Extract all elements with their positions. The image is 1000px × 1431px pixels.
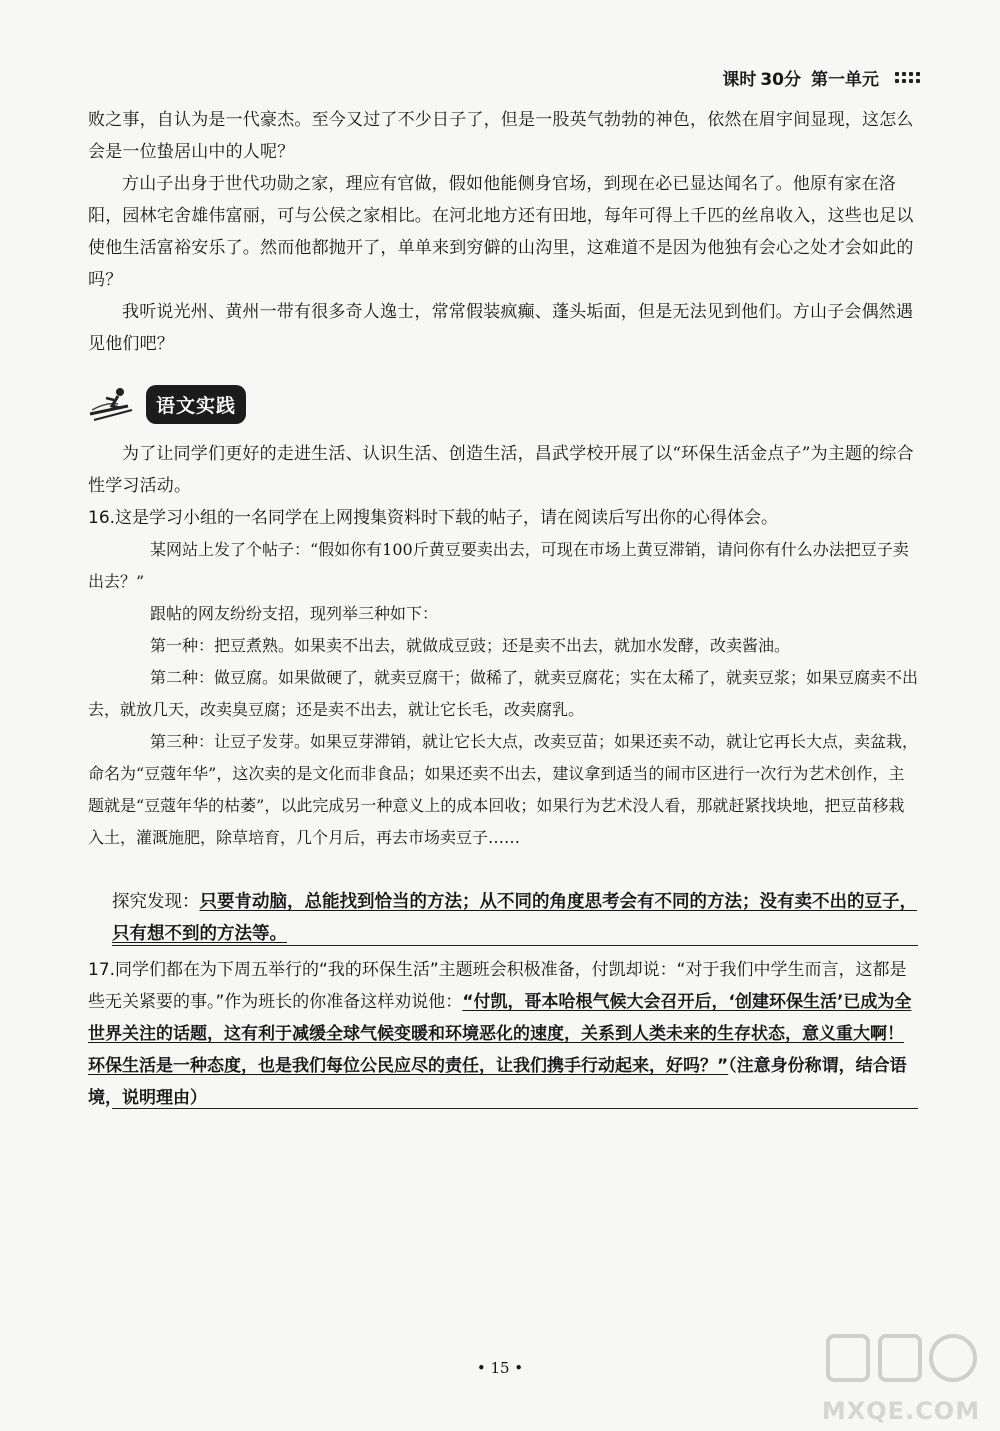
watermark-text: MXQE.COM <box>821 1397 981 1425</box>
section-heading <box>88 382 246 426</box>
intro-paragraph: 为了让同学们更好的走进生活、认识生活、创造生活，昌武学校开展了以“环保生活金点子”为主题的综合性学习活动。 <box>88 444 914 496</box>
answer-line <box>112 945 918 946</box>
question-17 <box>88 954 918 1114</box>
question-16: 16.这是学习小组的一名同学在上网搜集资料时下载的帖子，请在阅读后写出你的心得体会。 <box>88 508 779 528</box>
method-1: 第一种：把豆煮熟。如果卖不出去，就做成豆豉；还是卖不出去，就加水发酵，改卖酱油。 <box>150 636 791 655</box>
section-title: 语文实践 <box>146 385 246 424</box>
method-2: 第二种：做豆腐。如果做硬了，就卖豆腐干；做稀了，就卖豆腐花；实在太稀了，就卖豆浆；如果豆腐卖不出去，就放几天，改卖臭豆腐；还是卖不出去，就让它长毛，改卖腐乳。 <box>88 668 919 719</box>
q17-stem: 17.同学们都在为下周五举行的“我的环保生活”主题班会积极准备，付凯却说：“对于我们中学生而言，这都是些无关紧要的事。”作为班长的你准备这样劝说他： <box>88 960 907 1012</box>
paragraph-1: 败之事，自认为是一代豪杰。至今又过了不少日子了，但是一股英气勃勃的神色，依然在眉宇间显现，这怎么会是一位蛰居山中的人呢？ <box>88 110 914 162</box>
answer-text: 只要肯动脑，总能找到恰当的方法；从不同的角度思考会有不同的方法；没有卖不出的豆子，只有想不到的方法等。 <box>112 892 917 944</box>
page-number: • 15 • <box>476 1359 524 1377</box>
paragraph-3: 我听说光州、黄州一带有很多奇人逸士，常常假装疯癫、蓬头垢面，但是无法见到他们。方山子会偶然遇见他们吧？ <box>88 302 914 354</box>
q16-answer <box>112 886 918 950</box>
watermark <box>808 1330 994 1425</box>
page-header <box>660 64 920 90</box>
answer-line <box>112 1108 918 1109</box>
skier-icon <box>88 384 134 424</box>
header-dots-icon <box>895 72 920 83</box>
forum-post <box>88 534 918 854</box>
header-minutes: 30分 <box>760 69 801 90</box>
q17-note: （注意身份称谓，结合语境，说明理由） <box>88 1056 907 1108</box>
watermark-logo-icon <box>808 1330 994 1390</box>
answer-label: 探究发现： <box>112 892 200 912</box>
header-lesson: 课时 <box>722 69 757 90</box>
q17-answer: “付凯，哥本哈根气候大会召开后，‘创建环保生活’已成为全世界关注的话题，这有利于减缓全球气候变暖和环境恶化的速度，关系到人类未来的生存状态，意义重大啊！环保生活是一种态度，也是我们每位公民应尽的责任，让我们携手行动起来，好吗？” <box>88 992 912 1076</box>
post-intro: 某网站上发了个帖子：“假如你有100斤黄豆要卖出去，可现在市场上黄豆滞销，请问你有什么办法把豆子卖出去？” <box>88 540 909 591</box>
paragraph-2: 方山子出身于世代功勋之家，理应有官做，假如他能侧身官场，到现在必已显达闻名了。他原有家在洛阳，园林宅舍雄伟富丽，可与公侯之家相比。在河北地方还有田地，每年可得上千匹的丝帛收入，这些也足以使他生活富裕安乐了。然而他都抛开了，单单来到穷僻的山沟里，这难道不是因为他独有会心之处才会如此的吗？ <box>88 174 914 290</box>
method-3: 第三种：让豆子发芽。如果豆芽滞销，就让它长大点，改卖豆苗；如果还卖不动，就让它再长大点，卖盆栽，命名为“豆蔻年华”，这次卖的是文化而非食品；如果还卖不出去，建议拿到适当的闹市区进行一次行为艺术创作，主题就是“豆蔻年华的枯萎”，以此完成另一种意义上的成本回收；如果行为艺术没人看，那就赶紧找块地，把豆苗移栽入土，灌溉施肥，除草培育，几个月后，再去市场卖豆子…… <box>88 732 919 847</box>
header-unit: 第一单元 <box>811 69 879 90</box>
post-reply: 跟帖的网友纷纷支招，现列举三种如下： <box>150 604 439 623</box>
